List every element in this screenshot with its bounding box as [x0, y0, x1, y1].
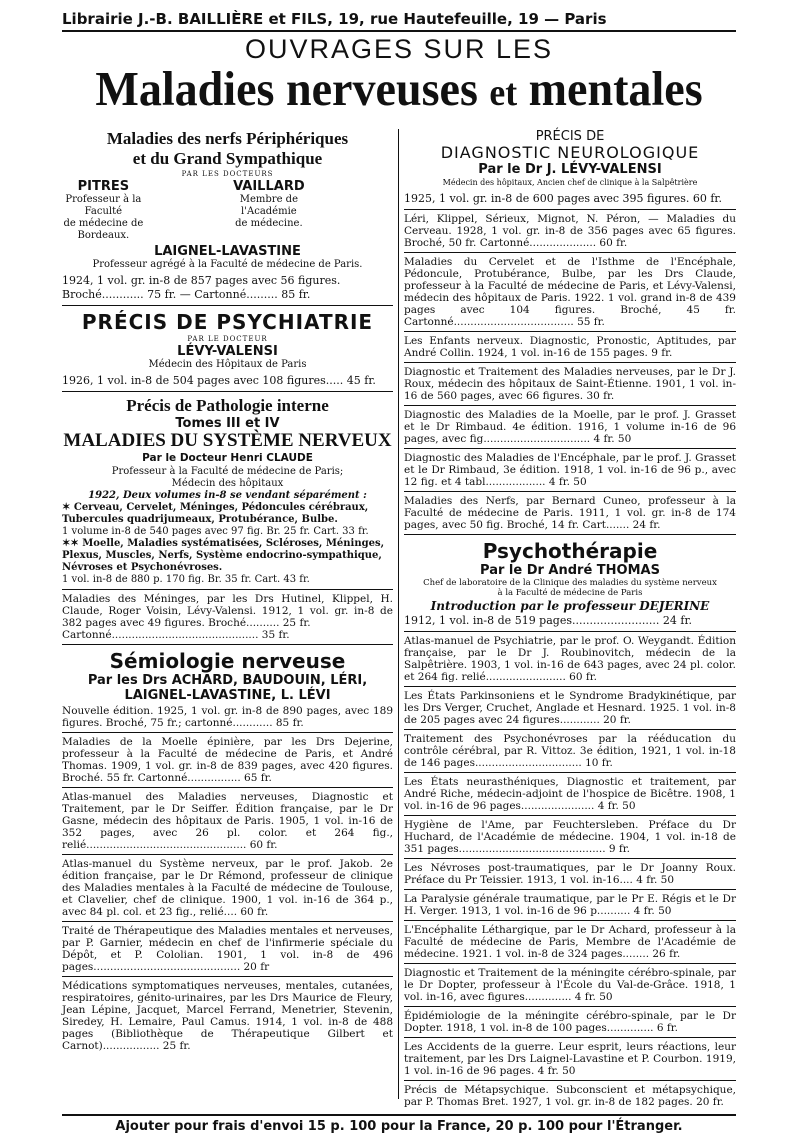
author-role: Professeur agrégé à la Faculté de médecine de Paris. — [92, 259, 363, 270]
author-block — [228, 179, 394, 242]
section-semiologie — [62, 645, 393, 733]
section-precis-psychiatrie — [62, 306, 393, 392]
author-block — [62, 179, 228, 242]
volumes-note: 1922, Deux volumes in-8 se vendant séparément : — [88, 490, 367, 501]
publication-info: 1924, 1 vol. gr. in-8 de 857 pages avec 56 figures. Broché............ 75 fr. — Cartonné......... 85 fr. — [62, 274, 341, 301]
columns — [62, 129, 736, 1108]
entry-therapeutique: Traité de Thérapeutique des Maladies mentales et nerveuses, par P. Garnier, médecin en chef de l'infirmerie spéciale du Dépôt, et P. Cololian. 1901, 1 vol. in-8 de 496 pages............................................ 20 fr — [62, 922, 393, 977]
author-role: Professeur à la Faculté de médecine de Paris; Médecin des hôpitaux — [111, 466, 344, 489]
publication-info: 1925, 1 vol. gr. in-8 de 600 pages avec 395 figures. 60 fr. — [404, 192, 722, 205]
author-name: LÉVY-VALENSI — [177, 344, 278, 359]
section-title: Maladies des nerfs Périphériques et du Grand Sympathique — [106, 129, 349, 168]
publication-info: Nouvelle édition. 1925, 1 vol. gr. in-8 de 890 pages, avec 189 figures. Broché, 75 fr.; cartonné............ 85 fr. — [62, 705, 393, 729]
tomes-label: Tomes III et IV — [175, 416, 280, 431]
entry-meninges: Maladies des Méninges, par les Drs Hutinel, Klippel, H. Claude, Roger Voisin, Lévy-Valensi. 1912, 1 vol. gr. in-8 de 382 pages avec 49 figures. Broché.......... 25 fr. Cartonné............................................ 35 fr. — [62, 590, 393, 645]
main-title-b: mentales — [517, 61, 703, 116]
volume-two: ✶✶ Moelle, Maladies systématisées, Scléroses, Méninges, Plexus, Muscles, Nerfs, Système endocrino-sympathique, Névroses et Psychonévroses. — [62, 538, 385, 573]
author-role: Professeur à la Faculté de médecine de Bordeaux. — [63, 194, 144, 241]
precis-label: PRÉCIS DE — [535, 129, 605, 144]
section-title: PRÉCIS DE PSYCHIATRIE — [81, 310, 374, 334]
right-column — [399, 129, 736, 1108]
entry-cervelet: Maladies du Cervelet et de l'Isthme de l'Encéphale, Pédoncule, Protubérance, Bulbe, par les Drs Claude, professeur à la Faculté de médecine de Paris, et Lévy-Valensi, médecin des hôpitaux de Paris. 1922. 1 vol. grand in-8 de 439 pages avec 104 figures. Broché, 45 fr. Cartonné.................................... 55 fr. — [404, 253, 736, 332]
publication-info: 1912, 1 vol. in-8 de 519 pages......................... 24 fr. — [404, 614, 693, 627]
entry-neurastheniques: Les États neurasthéniques, Diagnostic et traitement, par André Riche, médecin-adjoint de l'hospice de Bicêtre. 1908, 1 vol. in-16 de 96 pages...................... 4 fr. 50 — [404, 773, 736, 816]
volume-one-price: 1 volume in-8 de 540 pages avec 97 fig. Br. 25 fr. Cart. 33 fr. — [62, 526, 369, 537]
entry-paralysie: La Paralysie générale traumatique, par le Pr E. Régis et le Dr H. Verger. 1913, 1 vol. in-16 de 96 p.......... 4 fr. 50 — [404, 890, 736, 921]
entry-cerveau: Léri, Klippel, Sérieux, Mignot, N. Péron, — Maladies du Cerveau. 1928, 1 vol. gr. in-8 de 356 pages avec 65 figures. Broché, 50 fr. Cartonné.................... 60 fr. — [404, 210, 736, 253]
entry-atlas-nerveuses: Atlas-manuel des Maladies nerveuses, Diagnostic et Traitement, par le Dr Seiffer. Édition française, par le Dr Gasne, médecin des hôpitaux de Paris. 1905, 1 vol. in-16 de 352 pages, avec 26 pl. color. et 264 fig., relié................................................ 60 fr. — [62, 788, 393, 855]
section-title: DIAGNOSTIC NEUROLOGIQUE — [440, 143, 700, 162]
author-role: Médecin des Hôpitaux de Paris — [148, 359, 307, 370]
section-title: Sémiologie nerveuse — [109, 649, 346, 673]
section-title: Psychothérapie — [482, 539, 658, 563]
publisher-line — [62, 6, 736, 32]
author-name: Par les Drs ACHARD, BAUDOUIN, LÉRI, LAIGNEL-LAVASTINE, L. LÉVI — [87, 673, 368, 703]
entry-nerfs: Maladies des Nerfs, par Bernard Cuneo, professeur à la Faculté de médecine de Paris. 1911, 1 vol. gr. in-8 de 174 pages, avec 50 fig. Broché, 14 fr. Cart....... 24 fr. — [404, 492, 736, 535]
volume-two-price: 1 vol. in-8 de 880 p. 170 fig. Br. 35 fr. Cart. 43 fr. — [62, 574, 310, 585]
author-role: Membre de l'Académie de médecine. — [235, 194, 303, 229]
par-label: PAR LES DOCTEURS — [181, 170, 274, 178]
author-name: VAILLARD — [233, 179, 305, 194]
entry-moelle: Maladies de la Moelle épinière, par les Drs Dejerine, professeur à la Faculté de médecine de Paris, et André Thomas. 1909, 1 vol. gr. in-8 de 839 pages, avec 420 figures. Broché. 55 fr. Cartonné................ 65 fr. — [62, 733, 393, 788]
publisher-text: Librairie J.-B. BAILLIÈRE et FILS, 19, rue Hautefeuille, 19 — Paris — [62, 10, 607, 28]
publication-info: 1926, 1 vol. in-8 de 504 pages avec 108 figures..... 45 fr. — [62, 374, 376, 387]
author-name: LAIGNEL-LAVASTINE — [154, 244, 301, 259]
section-title: Précis de Pathologie interne — [126, 396, 329, 415]
entry-diag-traitement: Diagnostic et Traitement des Maladies nerveuses, par le Dr J. Roux, médecin des hôpitaux de Saint-Étienne. 1901, 1 vol. in-16 de 560 pages, avec 66 figures. 30 fr. — [404, 363, 736, 406]
entry-hygiene: Hygiène de l'Ame, par Feuchtersleben. Préface du Dr Huchard, de l'Académie de médecine. 1904, 1 vol. in-18 de 351 pages............................................ 9 fr. — [404, 816, 736, 859]
ouvrages-heading: OUVRAGES SUR LES — [244, 34, 554, 64]
system-title: MALADIES DU SYSTÈME NERVEUX — [63, 430, 392, 451]
section-nerfs-peripheriques — [62, 129, 393, 306]
author-name: Par le Dr J. LÉVY-VALENSI — [478, 162, 662, 177]
section-diagnostic-neuro — [404, 129, 736, 210]
catalog-page — [62, 6, 736, 1140]
author-role: Médecin des hôpitaux, Ancien chef de clinique à la Salpêtrière — [442, 178, 698, 187]
author-name: Par le Dr André THOMAS — [480, 563, 660, 578]
entry-parkinsoniens: Les États Parkinsoniens et le Syndrome Bradykinétique, par les Drs Verger, Cruchet, Anglade et Hesnard. 1925. 1 vol. in-8 de 205 pages avec 24 figures............ 20 fr. — [404, 687, 736, 730]
entry-diag-encephale: Diagnostic des Maladies de l'Encéphale, par le prof. J. Grasset et le Dr Rimbaud, 3e édition. 1918, 1 vol. in-16 de 96 p., avec 12 fig. et 4 tabl.................. 4 fr. 50 — [404, 449, 736, 492]
section-psychotherapie — [404, 535, 736, 632]
introduction: Introduction par le professeur DEJERINE — [430, 599, 710, 613]
entry-medications: Médications symptomatiques nerveuses, mentales, cutanées, respiratoires, génito-urinaires, par les Drs Maurice de Fleury, Jean Lépine, Jacquet, Marcel Ferrand, Menetrier, Stevenin, Siredey, H. Lemaire, Paul Camus. 1914, 1 vol. in-8 de 488 pages (Bibliothèque de Thérapeutique Gilbert et Carnot)................. 25 fr. — [62, 980, 393, 1052]
main-title — [82, 61, 716, 118]
entry-nevroses: Les Névroses post-traumatiques, par le Dr Joanny Roux. Préface du Pr Teissier. 1913, 1 vol. in-16.... 4 fr. 50 — [404, 859, 736, 890]
entry-atlas-systeme: Atlas-manuel du Système nerveux, par le prof. Jakob. 2e édition française, par le Dr Rémond, professeur de clinique des Maladies mentales à la Faculté de médecine de Toulouse, et Clavelier, chef de clinique. 1900, 1 vol. in-16 de 364 p., avec 84 pl. col. et 23 fig., relié.... 60 fr. — [62, 855, 393, 922]
entry-psychonevroses: Traitement des Psychonévroses par la rééducation du contrôle cérébral, par R. Vittoz. 3e édition, 1921, 1 vol. in-18 de 146 pages................................ 10 fr. — [404, 730, 736, 773]
author-role: Chef de laboratoire de la Clinique des maladies du système nerveux à la Faculté de médecine de Paris — [423, 578, 717, 598]
author-name: Par le Docteur Henri CLAUDE — [142, 452, 313, 464]
main-title-a: Maladies nerveuses — [95, 61, 490, 116]
main-title-et: et — [489, 72, 518, 114]
entry-metapsychique: Précis de Métapsychique. Subconscient et métapsychique, par P. Thomas Bret. 1927, 1 vol. gr. in-8 de 182 pages. 20 fr. — [404, 1084, 736, 1108]
entry-accidents: Les Accidents de la guerre. Leur esprit, leurs réactions, leur traitement, par les Drs Laignel-Lavastine et P. Courbon. 1919, 1 vol. in-16 de 96 pages. 4 fr. 50 — [404, 1038, 736, 1081]
entry-enfants: Les Enfants nerveux. Diagnostic, Pronostic, Aptitudes, par André Collin. 1924, 1 vol. in-16 de 155 pages. 9 fr. — [404, 332, 736, 363]
author-name: PITRES — [77, 179, 130, 194]
entry-meningite: Diagnostic et Traitement de la méningite cérébro-spinale, par le Dr Dopter, professeur à l'École du Val-de-Grâce. 1918, 1 vol. in-16, avec figures.............. 4 fr. 50 — [404, 964, 736, 1007]
shipping-note: Ajouter pour frais d'envoi 15 p. 100 pour la France, 20 p. 100 pour l'Étranger. — [62, 1114, 736, 1134]
par-label: PAR LE DOCTEUR — [187, 335, 268, 343]
entry-diag-moelle: Diagnostic des Maladies de la Moelle, par le prof. J. Grasset et le Dr Rimbaud. 4e édition. 1916, 1 volume in-16 de 96 pages, avec fig................................ 4 fr. 50 — [404, 406, 736, 449]
section-pathologie-interne — [62, 392, 393, 590]
entry-atlas-psychiatrie: Atlas-manuel de Psychiatrie, par le prof. O. Weygandt. Édition française, par le Dr J. Roubinovitch, médecin de la Salpêtrière. 1903, 1 vol. in-16 de 643 pages, avec 24 pl. color. et 264 fig. relié........................ 60 fr. — [404, 632, 736, 687]
entry-epidemiologie: Épidémiologie de la méningite cérébro-spinale, par le Dr Dopter. 1918, 1 vol. in-8 de 100 pages.............. 6 fr. — [404, 1007, 736, 1038]
entry-encephalite: L'Encéphalite Léthargique, par le Dr Achard, professeur à la Faculté de médecine de Paris, Membre de l'Académie de médecine. 1921. 1 vol. in-8 de 324 pages........ 26 fr. — [404, 921, 736, 964]
authors-pair — [62, 179, 393, 242]
left-column — [62, 129, 399, 1099]
volume-one: ✶ Cerveau, Cervelet, Méninges, Pédoncules cérébraux, Tubercules quadrijumeaux, Protubérance, Bulbe. — [62, 502, 369, 525]
